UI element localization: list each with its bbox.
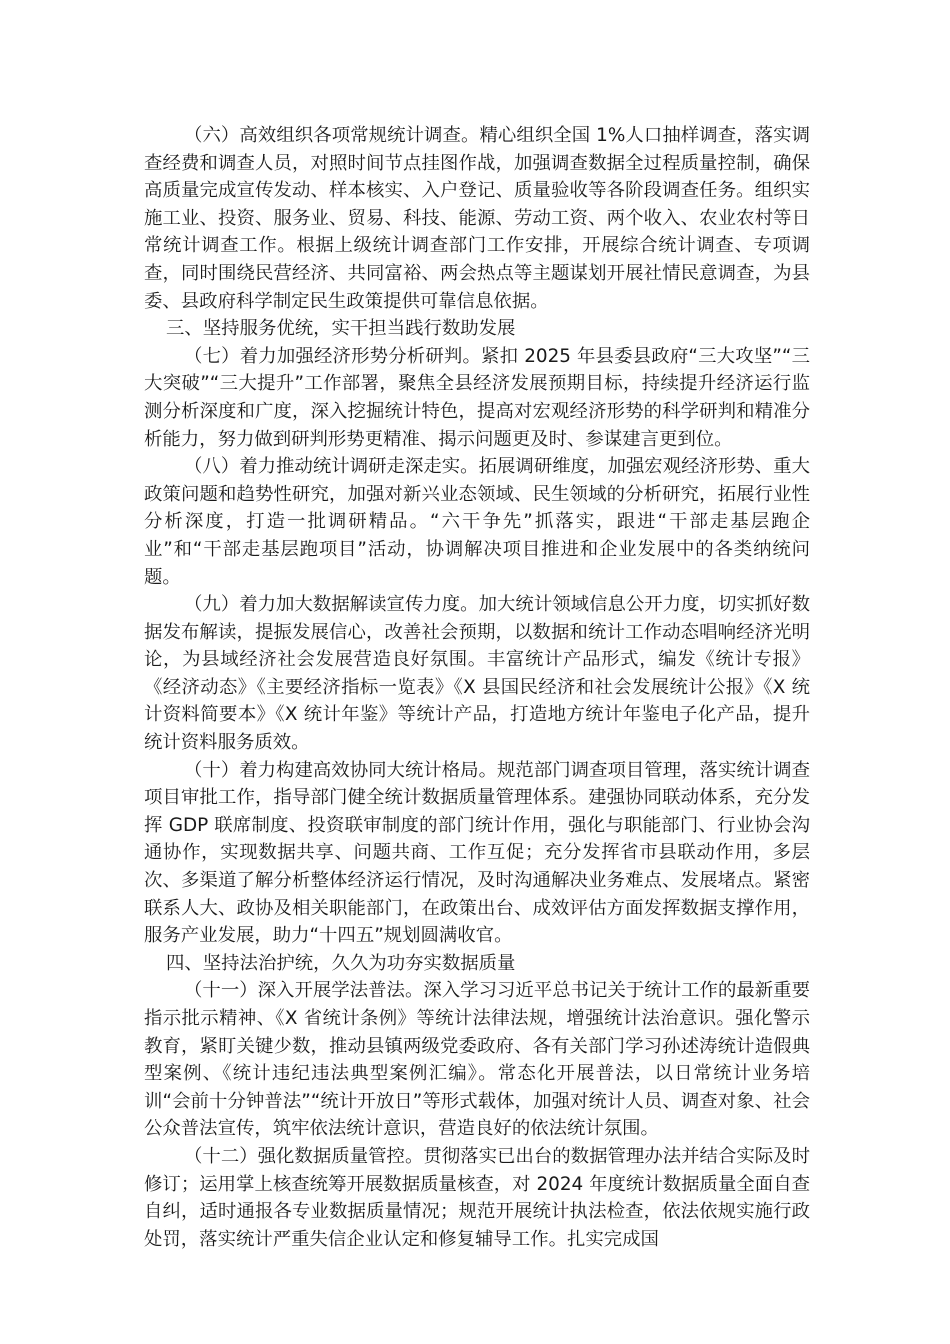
paragraph-12: （十二）强化数据质量管控。贯彻落实已出台的数据管理办法并结合实际及时修订；运用掌上核查统筹开展数据质量核查，对 2024 年度统计数据质量全面自查自纠，适时通报各专业数据质量情况；规范开展统计执法检查，依法依规实施行政处罚，落实统计严重失信企业认定和修复辅导工作。扎实完成国 (144, 1145, 810, 1250)
paragraph-9: （九）着力加大数据解读宣传力度。加大统计领域信息公开力度，切实抓好数据发布解读，提振发展信心，改善社会预期，以数据和统计工作动态唱响经济光明论，为县域经济社会发展营造良好氛围。丰富统计产品形式，编发《统计专报》《经济动态》《主要经济指标一览表》《X 县国民经济和社会发展统计公报》《X 统计资料简要本》《X 统计年鉴》等统计产品，打造地方统计年鉴电子化产品，提升统计资料服务质效。 (144, 594, 810, 754)
paragraph-6: （六）高效组织各项常规统计调查。精心组织全国 1%人口抽样调查，落实调查经费和调查人员，对照时间节点挂图作战，加强调查数据全过程质量控制，确保高质量完成宣传发动、样本核实、入户登记、质量验收等各阶段调查任务。组织实施工业、投资、服务业、贸易、科技、能源、劳动工资、两个收入、农业农村等日常统计调查工作。根据上级统计调查部门工作安排，开展综合统计调查、专项调查，同时围绕民营经济、共同富裕、两会热点等主题谋划开展社情民意调查，为县委、县政府科学制定民生政策提供可靠信息依据。 (144, 125, 810, 312)
section-heading-3: 三、坚持服务优统，实干担当践行数助发展 (166, 318, 516, 340)
document-body (144, 122, 810, 1253)
paragraph-11: （十一）深入开展学法普法。深入学习习近平总书记关于统计工作的最新重要指示批示精神、《X 省统计条例》等统计法律法规，增强统计法治意识。强化警示教育，紧盯关键少数，推动县镇两级党委政府、各有关部门学习孙述涛统计造假典型案例、《统计违纪违法典型案例汇编》。常态化开展普法，以日常统计业务培训“会前十分钟普法”“统计开放日”等形式载体，加强对统计人员、调查对象、社会公众普法宣传，筑牢依法统计意识，营造良好的依法统计氛围。 (144, 980, 810, 1140)
paragraph-10: （十）着力构建高效协同大统计格局。规范部门调查项目管理，落实统计调查项目审批工作，指导部门健全统计数据质量管理体系。建强协同联动体系，充分发挥 GDP 联席制度、投资联审制度的部门统计作用，强化与职能部门、行业协会沟通协作，实现数据共享、问题共商、工作互促；充分发挥省市县联动作用，多层次、多渠道了解分析整体经济运行情况，及时沟通解决业务难点、发展堵点。紧密联系人大、政协及相关职能部门，在政策出台、成效评估方面发挥数据支撑作用，服务产业发展，助力“十四五”规划圆满收官。 (144, 759, 810, 947)
paragraph-8: （八）着力推动统计调研走深走实。拓展调研维度，加强宏观经济形势、重大政策问题和趋势性研究，加强对新兴业态领域、民生领域的分析研究，拓展行业性分析深度，打造一批调研精品。“六干争先”抓落实，跟进“干部走基层跑企业”和“干部走基层跑项目”活动，协调解决项目推进和企业发展中的各类纳统问题。 (144, 456, 810, 588)
section-heading-4: 四、坚持法治护统，久久为功夯实数据质量 (166, 952, 516, 974)
paragraph-7: （七）着力加强经济形势分析研判。紧扣 2025 年县委县政府“三大攻坚”“三大突破”“三大提升”工作部署，聚焦全县经济发展预期目标，持续提升经济运行监测分析深度和广度，深入挖掘统计特色，提高对宏观经济形势的科学研判和精准分析能力，努力做到研判形势更精准、揭示问题更及时、参谋建言更到位。 (144, 345, 810, 450)
